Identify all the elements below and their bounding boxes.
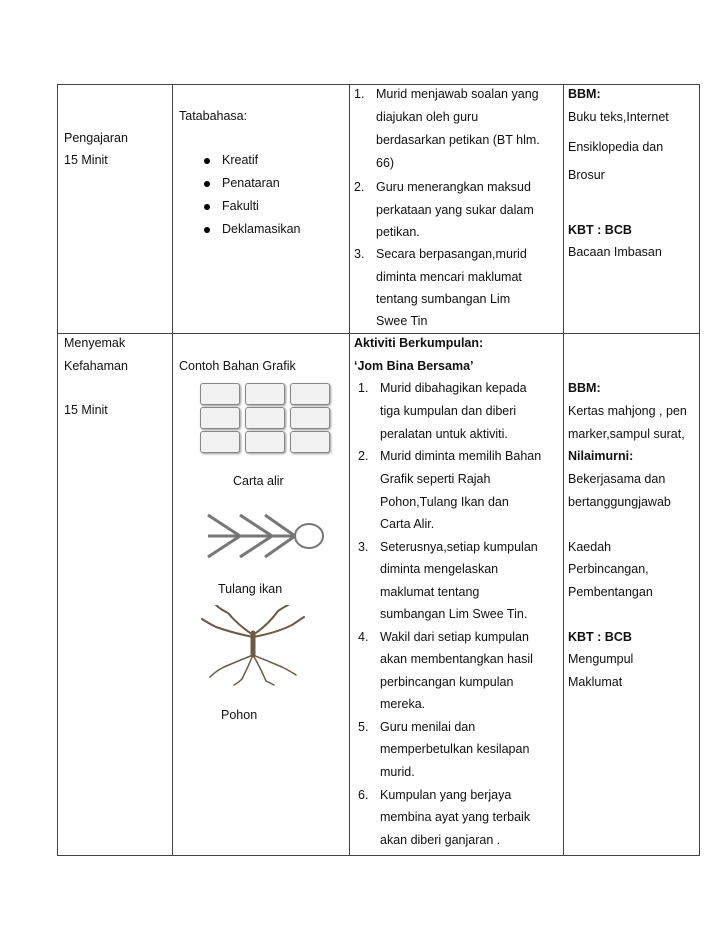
row-divider [58,333,699,334]
column-divider [172,85,173,855]
bbm-label: BBM: [568,381,601,395]
list-line: Guru menilai dan [380,720,476,734]
list-line: akan diberi ganjaran . [380,833,501,847]
fishbone-diagram [200,509,330,563]
list-line: akan membentangkan hasil [380,652,533,666]
caption-tulang-ikan: Tulang ikan [218,582,283,596]
list-line: maklumat tentang [380,585,480,599]
row1-duration: 15 Minit [64,153,108,167]
column-divider [563,85,564,855]
bullet-item: Kreatif [222,153,259,167]
bullet [204,181,210,187]
grafik-heading: Contoh Bahan Grafik [179,359,296,373]
row1-stage: Pengajaran [64,131,128,145]
list-line: Swee Tin [376,314,428,328]
list-line: sumbangan Lim Swee Tin. [380,607,528,621]
bullet-item: Penataran [222,176,280,190]
list-line: Seterusnya,setiap kumpulan [380,540,538,554]
row2-stage-line: Menyemak [64,336,126,350]
list-line: diajukan oleh guru [376,110,479,124]
list-line: membina ayat yang terbaik [380,810,531,824]
list-line: petikan. [376,225,420,239]
list-line: memperbetulkan kesilapan [380,742,530,756]
list-line: mereka. [380,697,426,711]
bullet-item: Fakulti [222,199,259,213]
activity-heading: Aktiviti Berkumpulan: [354,336,484,350]
list-line: 66) [376,156,395,170]
list-line: perbincangan kumpulan [380,675,514,689]
nilai-line: bertanggungjawab [568,495,671,509]
nilai-line: Bekerjasama dan [568,472,666,486]
row2-stage-line: Kefahaman [64,359,128,373]
list-line: Pohon,Tulang Ikan dan [380,495,509,509]
list-line: peralatan untuk aktiviti. [380,427,508,441]
kaedah-line: Pembentangan [568,585,653,599]
bbm-line: Buku teks,Internet [568,110,669,124]
activity-subheading: ‘Jom Bina Bersama’ [354,359,474,373]
list-number: 3. [358,540,369,554]
bullet-item: Deklamasikan [222,222,301,236]
list-number: 3. [354,247,365,261]
kaedah-line: Kaedah [568,540,612,554]
list-line: Wakil dari setiap kumpulan [380,630,529,644]
bbm-line: Ensiklopedia dan [568,140,664,154]
list-number: 1. [358,381,369,395]
tatabahasa-heading: Tatabahasa: [179,109,248,123]
list-number: 6. [358,788,369,802]
bullet [204,227,210,233]
kbt-line: Maklumat [568,675,623,689]
list-line: Guru menerangkan maksud [376,180,531,194]
kbt-value: Bacaan Imbasan [568,245,662,259]
caption-pohon: Pohon [221,708,258,722]
list-number: 2. [354,180,365,194]
list-line: perkataan yang sukar dalam [376,203,534,217]
list-number: 1. [354,87,365,101]
list-line: berdasarkan petikan (BT hlm. [376,133,540,147]
column-divider [349,85,350,855]
nilai-label: Nilaimurni: [568,449,634,463]
list-number: 5. [358,720,369,734]
bbm-label: BBM: [568,87,601,101]
list-line: Secara berpasangan,murid [376,247,527,261]
kbt-line: Mengumpul [568,652,634,666]
row2-duration: 15 Minit [64,403,108,417]
kbt-label: KBT : BCB [568,223,632,237]
list-line: tentang sumbangan Lim [376,292,511,306]
list-line: Murid diminta memilih Bahan [380,449,542,463]
caption-carta-alir: Carta alir [233,474,284,488]
list-line: Murid menjawab soalan yang [376,87,539,101]
list-line: tiga kumpulan dan diberi [380,404,517,418]
list-line: Kumpulan yang berjaya [380,788,512,802]
list-line: diminta mengelaskan [380,562,499,576]
bullet [204,204,210,210]
list-line: Carta Alir. [380,517,435,531]
list-line: murid. [380,765,415,779]
bbm-line: marker,sampul surat, [568,427,685,441]
lesson-plan-table [57,84,700,856]
list-number: 2. [358,449,369,463]
tree-diagram [198,605,308,687]
bbm-line: Brosur [568,168,605,182]
bullet [204,158,210,164]
list-number: 4. [358,630,369,644]
list-line: Murid dibahagikan kepada [380,381,527,395]
kbt-label: KBT : BCB [568,630,632,644]
list-line: Grafik seperti Rajah [380,472,491,486]
list-line: diminta mencari maklumat [376,270,522,284]
kaedah-line: Perbincangan, [568,562,649,576]
bbm-line: Kertas mahjong , pen [568,404,687,418]
